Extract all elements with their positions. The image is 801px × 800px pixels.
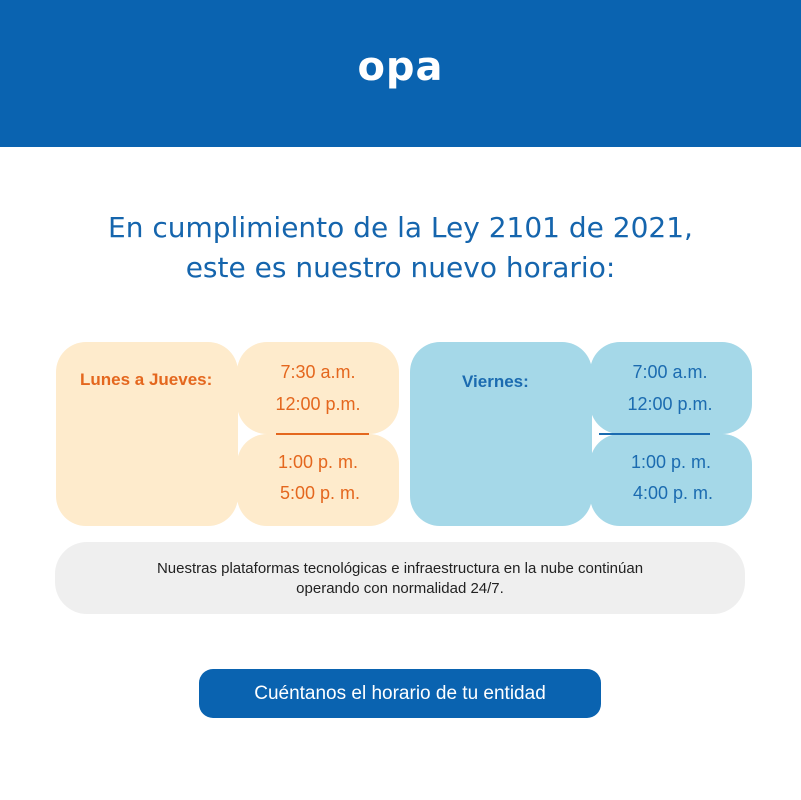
header-bar [0,0,801,147]
note-line-2: operando con normalidad 24/7. [296,580,504,597]
friday-morning-end: 12:00 p.m. [627,394,713,414]
friday-afternoon-cell [590,434,752,526]
friday-label-cell [410,342,592,526]
friday-afternoon-end: 4:00 p. m. [632,483,714,503]
weekdays-afternoon-cell [237,434,399,526]
heading-line-1: En cumplimiento de la Ley 2101 de 2021, [108,211,693,244]
friday-label: Viernes: [462,372,529,391]
weekdays-divider [276,433,369,435]
info-note [55,542,745,614]
page-heading [0,208,801,288]
friday-divider [599,433,710,435]
friday-morning-cell [590,342,752,434]
note-line-1: Nuestras plataformas tecnológicas e infraestructura en la nube continúan [156,560,644,577]
weekdays-morning-start: 7:30 a.m. [280,362,356,382]
weekdays-afternoon-end: 5:00 p. m. [279,483,361,503]
cta-button[interactable]: Cuéntanos el horario de tu entidad [199,669,601,718]
weekdays-morning-end: 12:00 p.m. [275,394,361,414]
friday-morning-start: 7:00 a.m. [632,362,708,382]
weekdays-morning-cell [237,342,399,434]
heading-line-2: este es nuestro nuevo horario: [185,251,616,284]
weekdays-label: Lunes a Jueves: [80,370,213,389]
friday-afternoon-start: 1:00 p. m. [630,452,712,472]
weekdays-afternoon-start: 1:00 p. m. [277,452,359,472]
opa-logo: opa [357,44,444,90]
